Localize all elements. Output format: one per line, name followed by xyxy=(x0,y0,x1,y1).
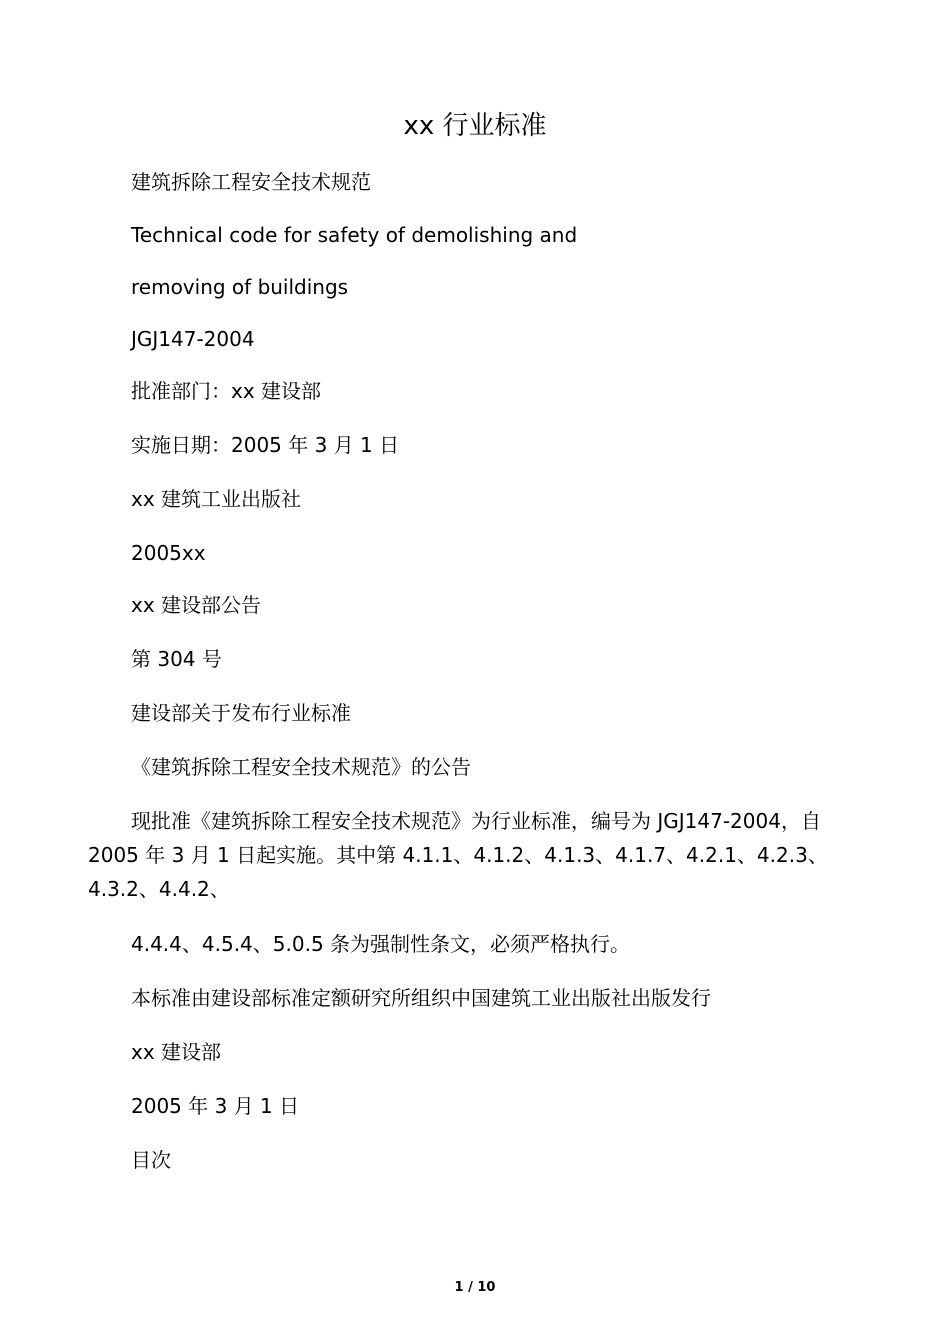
announcement-title: xx 建设部公告 xyxy=(131,593,262,617)
standard-name-zh: 建筑拆除工程安全技术规范 xyxy=(131,170,371,194)
standard-code: JGJ147-2004 xyxy=(131,327,255,351)
publisher: xx 建筑工业出版社 xyxy=(131,487,302,511)
approval-department: 批准部门：xx 建设部 xyxy=(131,379,322,403)
page-number-indicator: 1 / 10 xyxy=(454,1280,496,1295)
mandatory-clauses-line: 4.4.4、4.5.4、5.0.5 条为强制性条文，必须严格执行。 xyxy=(131,932,631,956)
signature-date: 2005 年 3 月 1 日 xyxy=(131,1094,300,1118)
document-title: xx 行业标准 xyxy=(403,111,547,141)
publish-year: 2005xx xyxy=(131,541,206,565)
announcement-subject-line2: 《建筑拆除工程安全技术规范》的公告 xyxy=(131,755,471,779)
standard-name-en-line2: removing of buildings xyxy=(131,275,349,299)
announcement-body-paragraph: 现批准《建筑拆除工程安全技术规范》为行业标准，编号为 JGJ147-2004，自 2005 年 3 月 1 日起实施。其中第 4.1.1、4.1.2、4.1.3、4.1.7、4.2.1、4.2.3、4.3.2、4.4.2、 xyxy=(88,809,828,901)
announcement-subject-line1: 建设部关于发布行业标准 xyxy=(131,701,351,725)
table-of-contents-heading: 目次 xyxy=(131,1148,171,1172)
signature-department: xx 建设部 xyxy=(131,1040,222,1064)
effective-date: 实施日期：2005 年 3 月 1 日 xyxy=(131,433,400,457)
standard-name-en-line1: Technical code for safety of demolishing and xyxy=(131,223,578,247)
announcement-number: 第 304 号 xyxy=(131,647,222,671)
publication-note: 本标准由建设部标准定额研究所组织中国建筑工业出版社出版发行 xyxy=(131,986,711,1010)
